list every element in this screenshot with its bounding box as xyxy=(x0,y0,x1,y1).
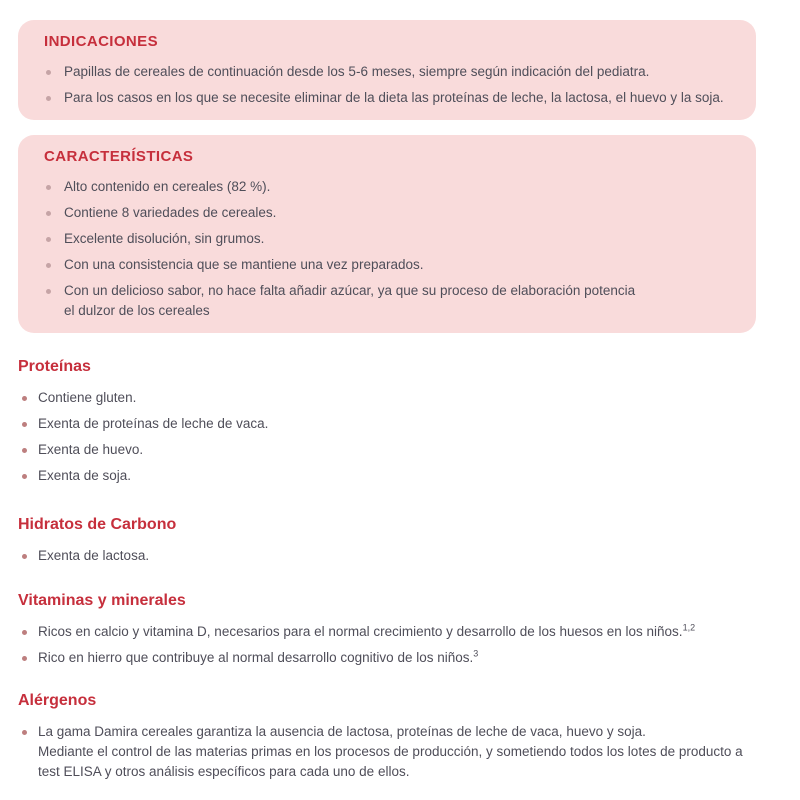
list-item xyxy=(44,278,736,324)
section-vitaminas xyxy=(18,591,780,671)
bullet-text: Ricos en calcio y vitamina D, necesarios para el normal crecimiento y desarrollo de los huesos en los niños.$^{1,2}$ xyxy=(38,622,696,639)
bullet-text: Exenta de lactosa. xyxy=(38,548,150,563)
bullet-text: Rico en hierro que contribuye al normal desarrollo cognitivo de los niños.$^3$ xyxy=(38,648,479,665)
bullet-icon xyxy=(46,289,51,294)
section-hidratos xyxy=(18,515,780,569)
hidratos-title: Hidratos de Carbono xyxy=(18,516,177,533)
bullet-icon xyxy=(46,263,51,268)
bullet-icon xyxy=(46,237,51,242)
bullet-text: Exenta de huevo. xyxy=(38,442,144,457)
caracteristicas-title: CARACTERÍSTICAS xyxy=(44,148,194,165)
bullet-icon xyxy=(46,70,51,75)
bullet-icon xyxy=(22,448,27,453)
bullet-text: Contiene 8 variedades de cereales. xyxy=(64,205,277,220)
caracteristicas-box xyxy=(18,135,756,333)
bullet-text: Para los casos en los que se necesite eliminar de la dieta las proteínas de leche, la lactosa, el huevo y la soja. xyxy=(64,90,724,105)
alergenos-list xyxy=(20,719,780,785)
bullet-text: Contiene gluten. xyxy=(38,390,137,405)
bullet-text: Exenta de proteínas de leche de vaca. xyxy=(38,416,269,431)
bullet-text: La gama Damira cereales garantiza la ausencia de lactosa, proteínas de leche de vaca, huevo y soja. Mediante el control de las materias primas en los procesos de producción, y sometiendo todos los lotes de producto a test ELISA y otros análisis específicos para cada uno de ellos. xyxy=(38,724,743,779)
bullet-icon xyxy=(22,422,27,427)
bullet-icon xyxy=(22,656,27,661)
bullet-text: Con una consistencia que se mantiene una vez preparados. xyxy=(64,257,424,272)
section-alergenos xyxy=(18,691,780,785)
bullet-text: Alto contenido en cereales (82 %). xyxy=(64,179,271,194)
bullet-text: Papillas de cereales de continuación desde los 5-6 meses, siempre según indicación del pediatra. xyxy=(64,64,650,79)
bullet-icon xyxy=(22,554,27,559)
list-item xyxy=(44,174,736,200)
list-item xyxy=(20,385,764,411)
bullet-icon xyxy=(22,630,27,635)
bullet-text: Con un delicioso sabor, no hace falta añadir azúcar, ya que su proceso de elaboración potencia el dulzor de los cereales xyxy=(64,283,636,318)
list-item xyxy=(20,437,764,463)
footnote-sup: 3 xyxy=(473,648,479,659)
list-item xyxy=(20,411,764,437)
proteinas-list xyxy=(20,385,780,489)
footnote-sup: 1,2 xyxy=(682,622,696,633)
hidratos-list xyxy=(20,543,780,569)
caracteristicas-list xyxy=(44,174,736,324)
bullet-text: Excelente disolución, sin grumos. xyxy=(64,231,265,246)
indicaciones-title: INDICACIONES xyxy=(44,33,158,50)
list-item xyxy=(20,543,764,569)
bullet-icon xyxy=(22,396,27,401)
bullet-icon xyxy=(46,185,51,190)
list-item xyxy=(44,200,736,226)
list-item xyxy=(20,719,764,785)
list-item xyxy=(44,85,736,111)
body-sections xyxy=(18,357,780,785)
bullet-icon xyxy=(46,96,51,101)
list-item xyxy=(20,463,764,489)
section-proteinas xyxy=(18,357,780,489)
indicaciones-box xyxy=(18,20,756,120)
list-item xyxy=(44,59,736,85)
bullet-icon xyxy=(46,211,51,216)
vitaminas-list xyxy=(20,619,780,671)
proteinas-title: Proteínas xyxy=(18,358,91,375)
indicaciones-list xyxy=(44,59,736,111)
alergenos-title: Alérgenos xyxy=(18,692,97,709)
list-item xyxy=(44,252,736,278)
bullet-text: Exenta de soja. xyxy=(38,468,132,483)
vitaminas-title: Vitaminas y minerales xyxy=(18,592,186,609)
bullet-icon xyxy=(22,730,27,735)
list-item xyxy=(44,226,736,252)
list-item xyxy=(20,645,764,671)
list-item xyxy=(20,619,764,645)
bullet-icon xyxy=(22,474,27,479)
